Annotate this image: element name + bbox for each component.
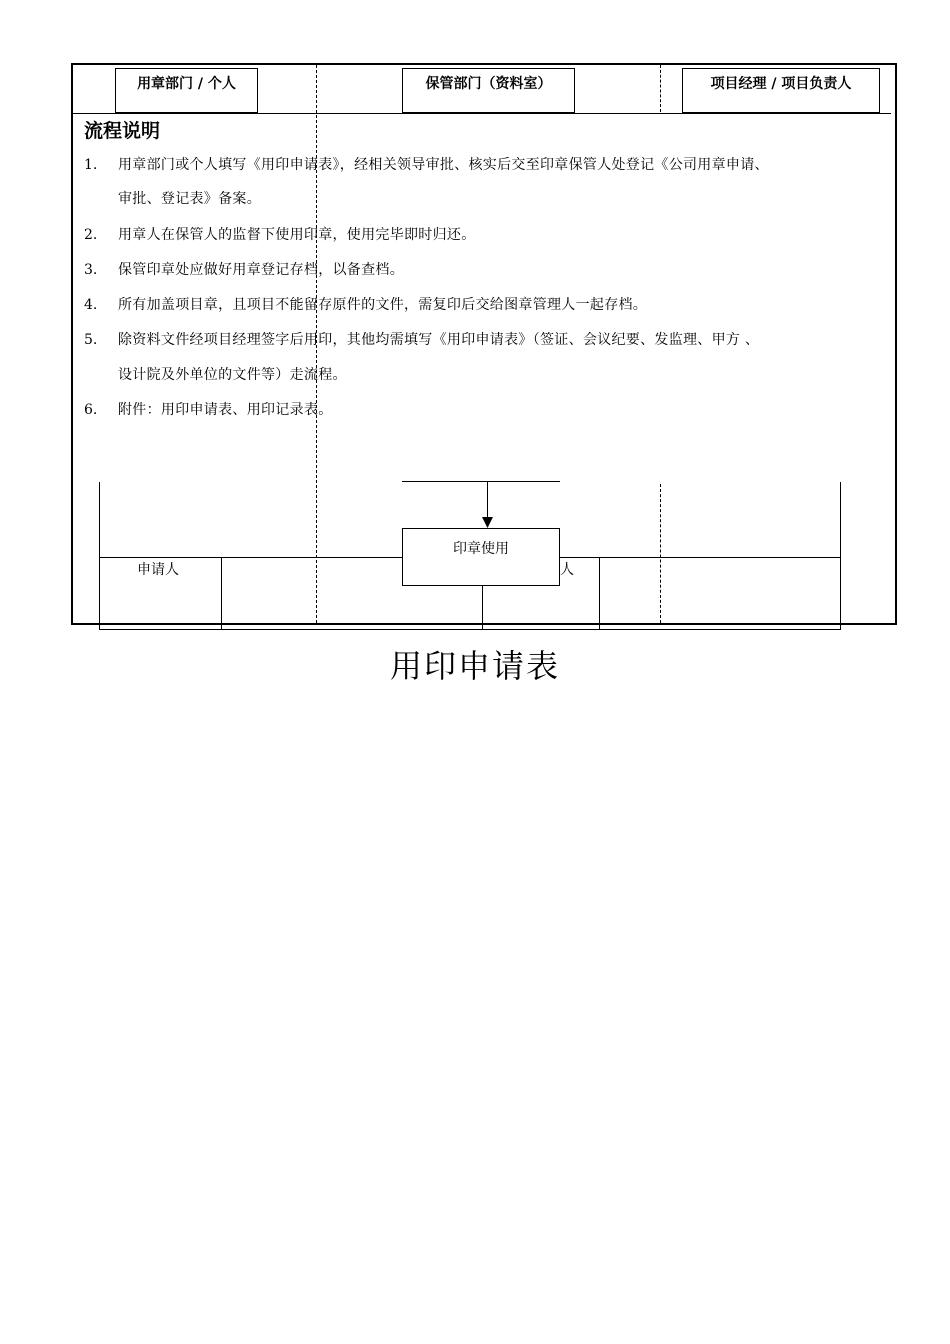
arrow-down-icon (482, 517, 493, 528)
table-col-line (599, 557, 600, 629)
step-number: 3. (84, 262, 98, 278)
table-right-border (840, 482, 841, 630)
document-title: 用印申请表 (389, 647, 560, 685)
step-number: 2. (84, 227, 98, 243)
step-number: 1. (84, 157, 98, 173)
lane-divider-2-lower (660, 484, 661, 623)
seal-use-label: 印章使用 (453, 541, 509, 557)
step-text: 除资料文件经项目经理签字后用印，其他均需填写《用印申请表》（签证、会议纪要、发监理、甲方 、 (118, 332, 760, 348)
section-title: 流程说明 (84, 120, 161, 142)
step-number: 4. (84, 297, 98, 313)
lane-header-project-manager-label: 项目经理 / 项目负责人 (710, 76, 852, 92)
step-number: 6. (84, 402, 98, 418)
lane-header-user-dept (115, 68, 258, 113)
step-text: 用章人在保管人的监督下使用印章，使用完毕即时归还。 (118, 227, 476, 243)
lane-header-user-dept-label: 用章部门 / 个人 (137, 76, 236, 92)
seal-use-box (402, 528, 560, 586)
table-col-line (482, 586, 483, 629)
step-text: 保管印章处应做好用章登记存档，以备查档。 (118, 262, 404, 278)
partial-cell: 人 (560, 562, 574, 578)
lane-divider-2 (660, 65, 661, 112)
step-text: 所有加盖项目章，且项目不能留存原件的文件，需复印后交给图章管理人一起存档。 (118, 297, 648, 313)
step-text: 设计院及外单位的文件等）走流程。 (118, 367, 347, 383)
step-text: 审批、登记表》备案。 (118, 191, 261, 207)
applicant-cell: 申请人 (137, 562, 179, 578)
header-divider (73, 113, 891, 114)
lane-header-custody-dept (402, 68, 575, 113)
lane-header-project-manager (682, 68, 880, 113)
table-left-border (99, 482, 100, 630)
flow-box-top-edge (402, 481, 560, 482)
step-text: 用章部门或个人填写《用印申请表》，经相关领导审批、核实后交至印章保管人处登记《公司用章申请、 (118, 157, 769, 173)
lane-header-custody-dept-label: 保管部门（资料室） (425, 76, 552, 92)
flow-connector (487, 482, 488, 520)
step-text: 附件：用印申请表、用印记录表。 (118, 402, 333, 418)
table-bottom-line (99, 629, 841, 630)
table-col-line (221, 557, 222, 629)
step-number: 5. (84, 332, 98, 348)
